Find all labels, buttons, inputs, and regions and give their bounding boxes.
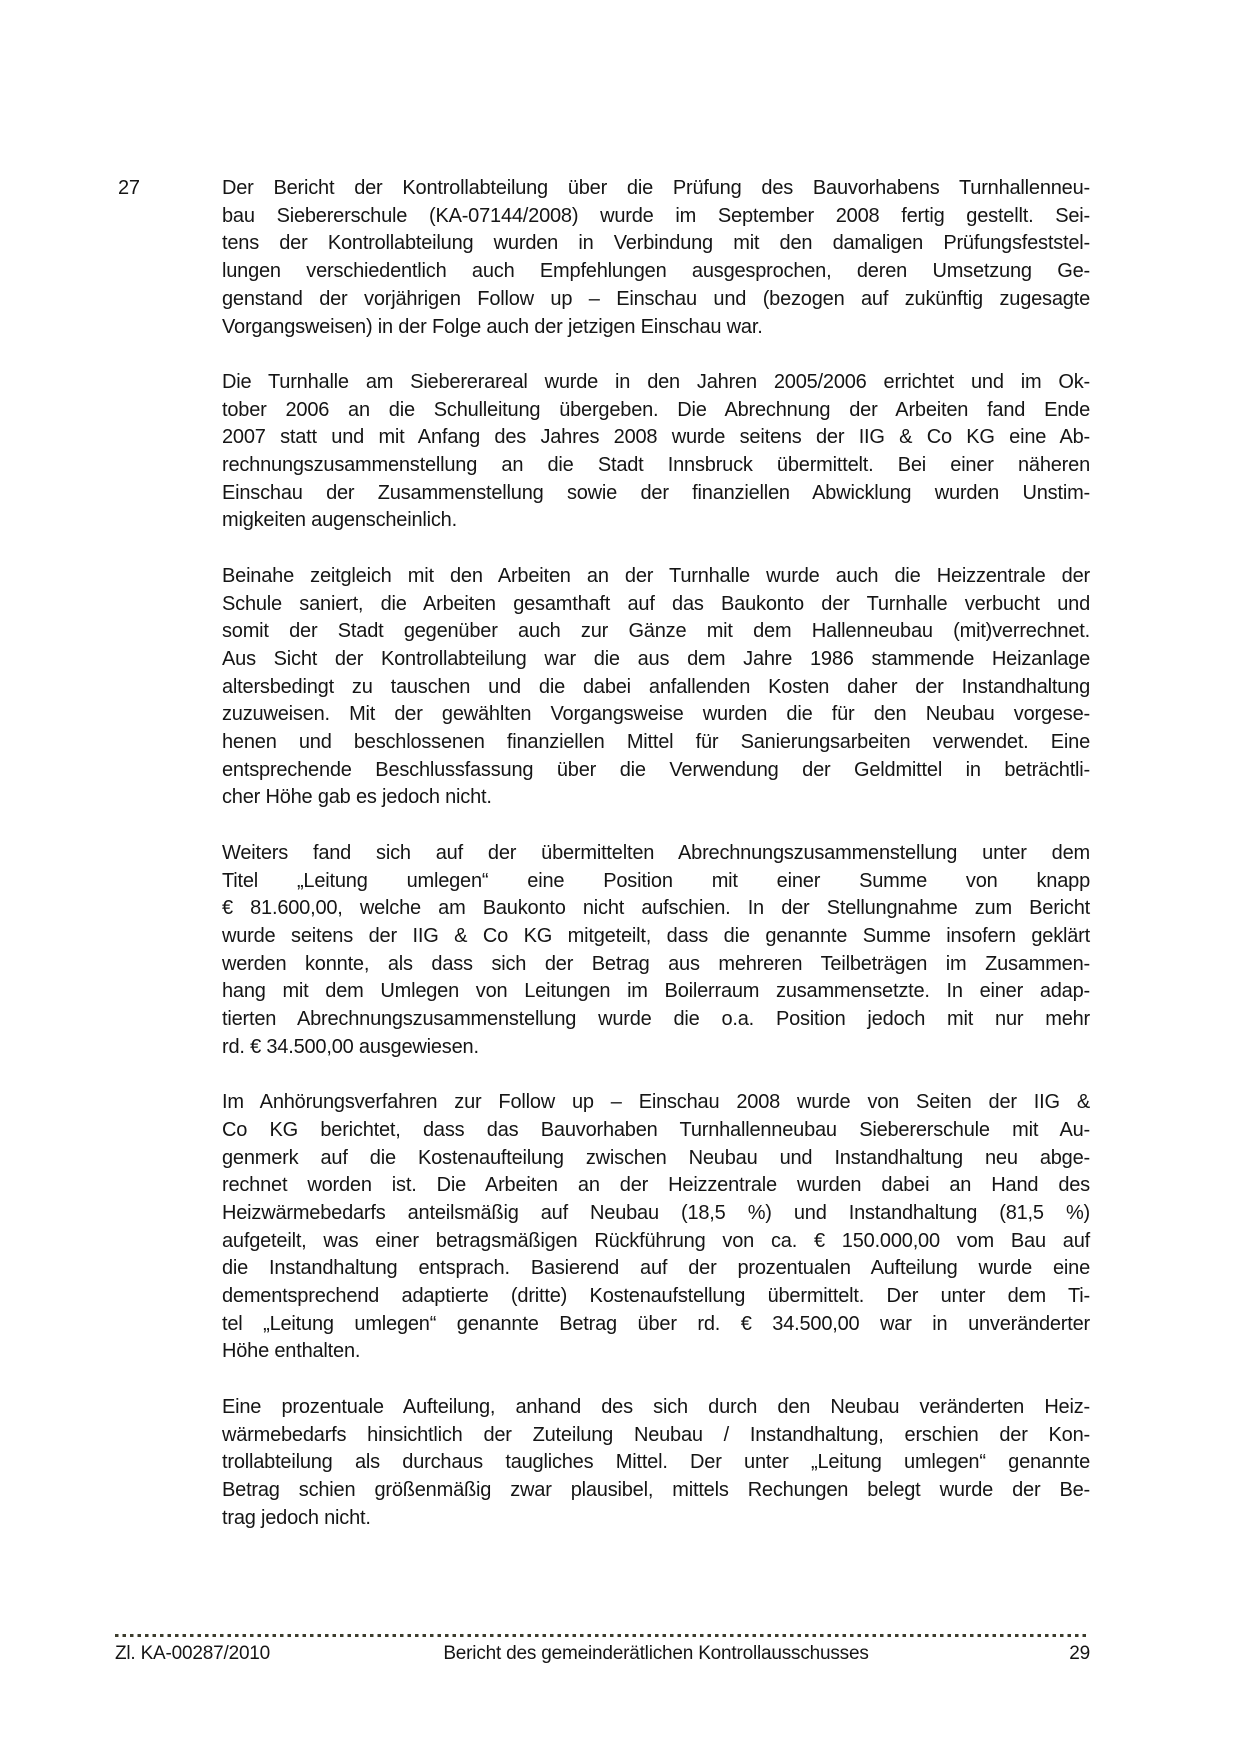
text-line: die Instandhaltung entsprach. Basierend auf der prozentualen Aufteilung wurde eine	[222, 1257, 1090, 1280]
text-line: somit der Stadt gegenüber auch zur Gänze mit dem Hallenneubau (mit)verrechnet.	[222, 620, 1090, 643]
text-line: bau Siebererschule (KA-07144/2008) wurde im September 2008 fertig gestellt. Sei-	[222, 204, 1090, 227]
text-line: Titel „Leitung umlegen“ eine Position mit einer Summe von knapp	[222, 869, 1090, 892]
document-body	[222, 175, 1090, 1532]
text-line: Weiters fand sich auf der übermittelten Abrechnungszusammenstellung unter dem	[222, 841, 1090, 864]
text-line: rd. € 34.500,00 ausgewiesen.	[222, 1035, 479, 1058]
text-line: tens der Kontrollabteilung wurden in Verbindung mit den damaligen Prüfungsfeststel-	[222, 232, 1090, 255]
text-line: genstand der vorjährigen Follow up – Einschau und (bezogen auf zukünftig zugesagte	[222, 287, 1090, 310]
text-line: henen und beschlossenen finanziellen Mittel für Sanierungsarbeiten verwendet. Eine	[222, 731, 1090, 754]
text-line: Betrag schien größenmäßig zwar plausibel, mittels Rechungen belegt wurde der Be-	[222, 1478, 1090, 1501]
text-line: Vorgangsweisen) in der Folge auch der jetzigen Einschau war.	[222, 315, 763, 338]
text-line: lungen verschiedentlich auch Empfehlungen ausgesprochen, deren Umsetzung Ge-	[222, 260, 1090, 283]
text-line: trag jedoch nicht.	[222, 1506, 371, 1529]
footer-row	[115, 1642, 1090, 1666]
text-line: rechnet worden ist. Die Arbeiten an der Heizzentrale wurden dabei an Hand des	[222, 1174, 1090, 1197]
paragraph	[222, 563, 1090, 812]
text-line: Die Turnhalle am Siebererareal wurde in den Jahren 2005/2006 errichtet und im Ok-	[222, 370, 1090, 393]
text-line: Aus Sicht der Kontrollabteilung war die aus dem Jahre 1986 stammende Heizanlage	[222, 647, 1090, 670]
text-line: genmerk auf die Kostenaufteilung zwischen Neubau und Instandhaltung neu abge-	[222, 1146, 1090, 1169]
paragraph	[222, 175, 1090, 341]
text-line: hang mit dem Umlegen von Leitungen im Boilerraum zusammensetzte. In einer adap-	[222, 980, 1090, 1003]
text-line: entsprechende Beschlussfassung über die Verwendung der Geldmittel in beträchtli-	[222, 758, 1090, 781]
footer-page-number: 29	[1069, 1642, 1090, 1664]
text-line: Der Bericht der Kontrollabteilung über die Prüfung des Bauvorhabens Turnhallenneu-	[222, 177, 1090, 199]
paragraph	[222, 1394, 1090, 1533]
text-line: Eine prozentuale Aufteilung, anhand des sich durch den Neubau veränderten Heiz-	[222, 1395, 1090, 1418]
text-line: tel „Leitung umlegen“ genannte Betrag über rd. € 34.500,00 war in unveränderter	[222, 1312, 1090, 1335]
page-footer	[115, 1634, 1090, 1666]
text-line: rechnungszusammenstellung an die Stadt Innsbruck übermittelt. Bei einer näheren	[222, 454, 1090, 477]
text-line: € 81.600,00, welche am Baukonto nicht aufschien. In der Stellungnahme zum Bericht	[222, 897, 1090, 920]
text-line: Heizwärmebedarfs anteilsmäßig auf Neubau (18,5 %) und Instandhaltung (81,5 %)	[222, 1201, 1090, 1224]
text-line: tierten Abrechnungszusammenstellung wurde die o.a. Position jedoch mit nur mehr	[222, 1008, 1090, 1031]
text-line: dementsprechend adaptierte (dritte) Kostenaufstellung übermittelt. Der unter dem Ti-	[222, 1285, 1090, 1308]
text-line: 2007 statt und mit Anfang des Jahres 2008 wurde seitens der IIG & Co KG eine Ab-	[222, 426, 1090, 449]
paragraph	[222, 840, 1090, 1062]
text-line: zuzuweisen. Mit der gewählten Vorgangsweise wurden die für den Neubau vorgese-	[222, 703, 1090, 726]
text-line: Beinahe zeitgleich mit den Arbeiten an der Turnhalle wurde auch die Heizzentrale der	[222, 564, 1090, 587]
text-line: cher Höhe gab es jedoch nicht.	[222, 786, 492, 809]
text-line: aufgeteilt, was einer betragsmäßigen Rückführung von ca. € 150.000,00 vom Bau auf	[222, 1229, 1090, 1252]
paragraph	[222, 369, 1090, 535]
text-line: migkeiten augenscheinlich.	[222, 509, 457, 532]
text-line: wurde seitens der IIG & Co KG mitgeteilt, dass die genannte Summe insofern geklärt	[222, 924, 1090, 947]
paragraph	[222, 1089, 1090, 1366]
text-line: Schule saniert, die Arbeiten gesamthaft auf das Baukonto der Turnhalle verbucht und	[222, 592, 1090, 615]
paragraph-number: 27	[118, 177, 140, 199]
text-line: wärmebedarfs hinsichtlich der Zuteilung Neubau / Instandhaltung, erschien der Kon-	[222, 1423, 1090, 1446]
text-line: tober 2006 an die Schulleitung übergeben. Die Abrechnung der Arbeiten fand Ende	[222, 398, 1090, 421]
text-line: werden konnte, als dass sich der Betrag aus mehreren Teilbeträgen im Zusammen-	[222, 952, 1090, 975]
footer-reference-number: Zl. KA-00287/2010	[115, 1642, 271, 1664]
footer-report-title: Bericht des gemeinderätlichen Kontrollausschusses	[443, 1642, 869, 1664]
text-line: Im Anhörungsverfahren zur Follow up – Einschau 2008 wurde von Seiten der IIG &	[222, 1091, 1090, 1114]
text-line: trollabteilung als durchaus taugliches Mittel. Der unter „Leitung umlegen“ genannte	[222, 1451, 1090, 1474]
text-line: Einschau der Zusammenstellung sowie der finanziellen Abwicklung wurden Unstim-	[222, 481, 1090, 504]
text-line: Co KG berichtet, dass das Bauvorhaben Turnhallenneubau Siebererschule mit Au-	[222, 1118, 1090, 1141]
text-line: altersbedingt zu tauschen und die dabei anfallenden Kosten daher der Instandhaltung	[222, 675, 1090, 698]
text-line: Höhe enthalten.	[222, 1340, 361, 1363]
footer-divider	[115, 1634, 1090, 1637]
